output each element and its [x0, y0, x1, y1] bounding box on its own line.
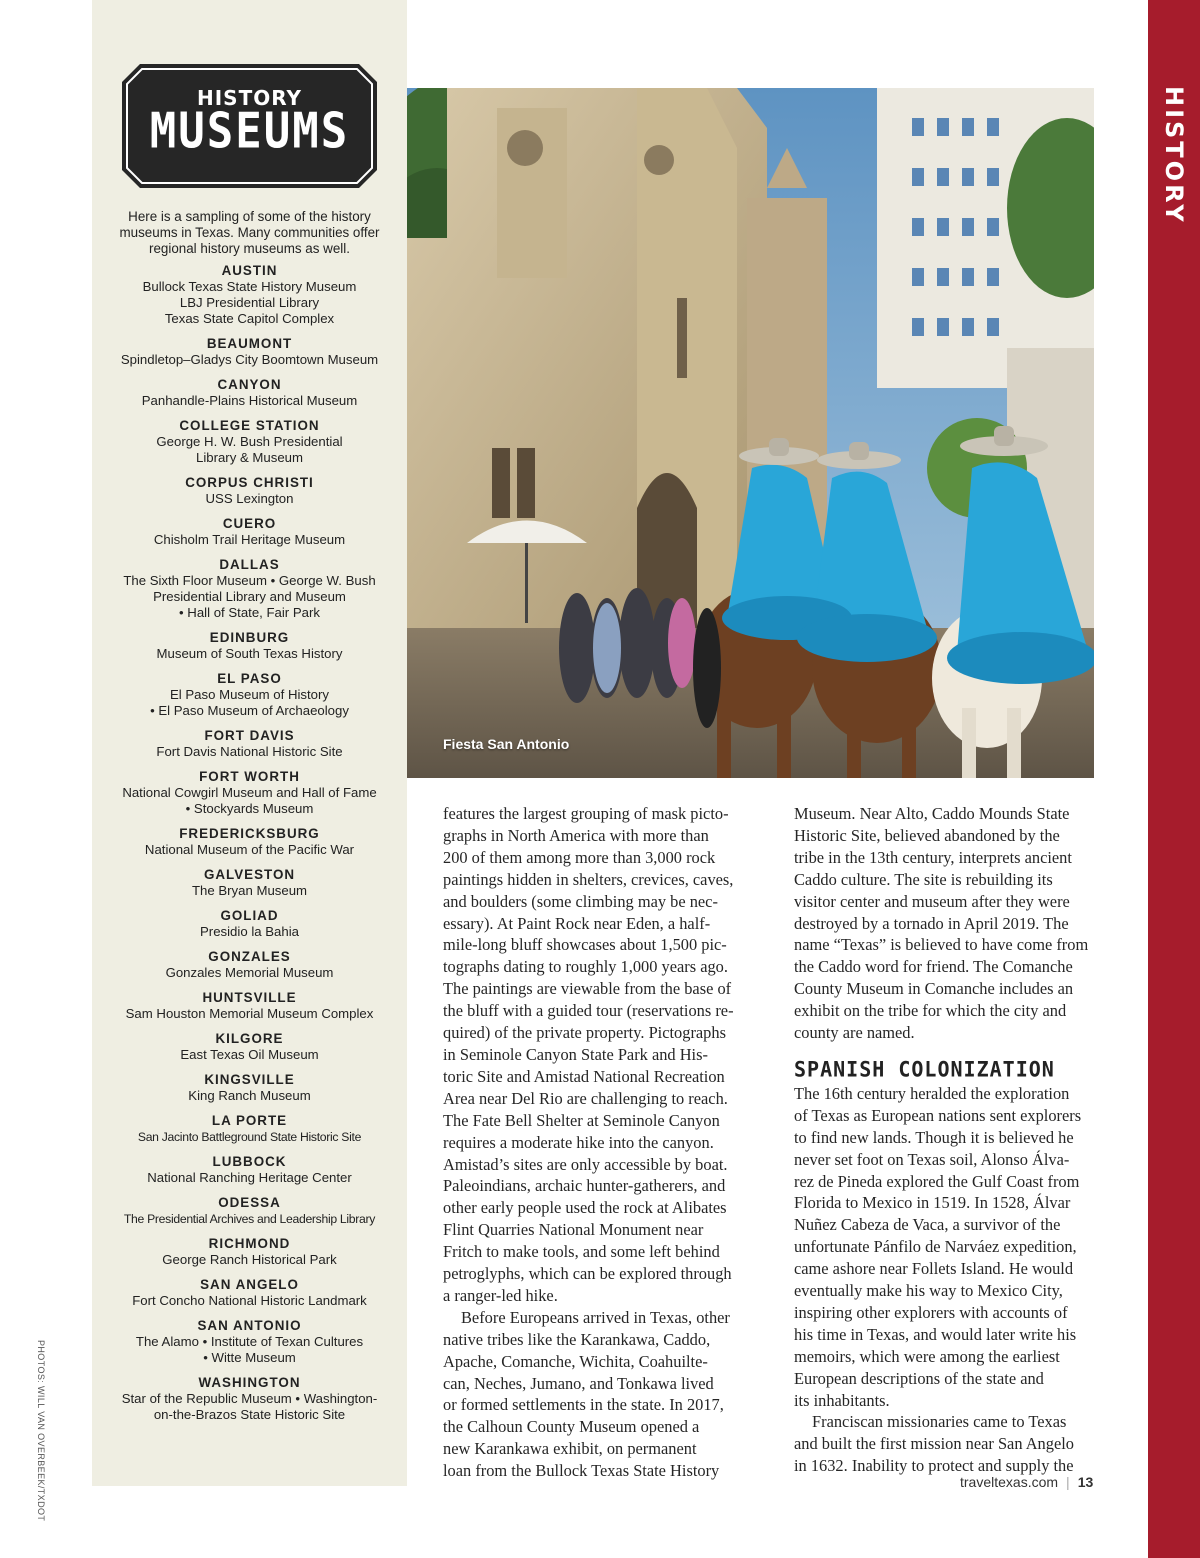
museum-name: Fort Concho National Historic Landmark — [132, 1293, 367, 1308]
city-name: KINGSVILLE — [204, 1072, 295, 1087]
text-line: essary). At Paint Rock near Eden, a half- — [443, 913, 711, 933]
text-line: and built the first mission near San Angelo — [794, 1434, 1074, 1454]
city-entry — [100, 475, 399, 507]
city-entry — [100, 1375, 399, 1423]
city-entry — [100, 769, 399, 817]
text-line: in 1632. Inability to protect and supply the — [794, 1456, 1074, 1476]
text-line: eventually make his way to Mexico City, — [794, 1281, 1063, 1301]
text-line: Fritch to make tools, and some left behind — [443, 1242, 720, 1262]
text-line: requires a moderate hike into the canyon. — [443, 1132, 714, 1152]
museum-name: George H. W. Bush Presidential — [156, 434, 343, 449]
museum-name: George Ranch Historical Park — [162, 1252, 337, 1267]
museum-name: The Presidential Archives and Leadership Library — [123, 1212, 376, 1226]
badge-title-big: MUSEUMS — [149, 102, 350, 161]
text-line: tribe in the 13th century, interprets ancient — [794, 847, 1072, 867]
text-line: the Caddo word for friend. The Comanche — [794, 957, 1073, 977]
museum-name: • El Paso Museum of Archaeology — [150, 703, 349, 718]
museum-name: National Ranching Heritage Center — [147, 1170, 352, 1185]
city-entry — [100, 630, 399, 662]
city-entry — [100, 908, 399, 940]
photo-credit: PHOTOS: WILL VAN OVERBEEK/TXDOT — [36, 1340, 46, 1522]
city-name: GALVESTON — [203, 867, 296, 882]
text-line: its inhabitants. — [794, 1390, 890, 1410]
city-name: RICHMOND — [208, 1236, 291, 1251]
footer-site: traveltexas.com — [960, 1474, 1059, 1490]
photo-caption: Fiesta San Antonio — [443, 736, 570, 752]
city-name: KILGORE — [215, 1031, 284, 1046]
museum-name: • Witte Museum — [203, 1350, 296, 1365]
text-line: Nuñez Cabeza de Vaca, a survivor of the — [794, 1215, 1061, 1235]
text-line: toric Site and Amistad National Recreation — [443, 1066, 725, 1086]
museum-name: King Ranch Museum — [188, 1088, 311, 1103]
text-line: Apache, Comanche, Wichita, Coahuilte- — [443, 1351, 708, 1371]
text-line: Caddo culture. The site is rebuilding its — [794, 869, 1053, 889]
museum-name: Library & Museum — [195, 450, 303, 465]
museum-name: Bullock Texas State History Museum — [142, 279, 357, 294]
text-line: his time in Texas, and would later write his — [794, 1324, 1077, 1344]
city-entry — [100, 336, 399, 368]
text-line: can, Neches, Jumano, and Tonkawa lived — [443, 1373, 714, 1393]
text-line: inspiring other explorers with accounts of — [794, 1302, 1068, 1322]
text-line: tographs dating to roughly 1,000 years ago. — [443, 957, 728, 977]
text-line: new Karankawa exhibit, on permanent — [443, 1439, 697, 1459]
text-line: native tribes like the Karankawa, Caddo, — [443, 1329, 711, 1349]
city-name: FORT WORTH — [199, 769, 300, 784]
city-entry — [100, 728, 399, 760]
city-name: CANYON — [217, 377, 282, 392]
city-entry — [100, 1072, 399, 1104]
fiesta-photo — [407, 88, 1094, 778]
article-column-right — [794, 803, 1114, 1477]
city-entry — [100, 377, 399, 409]
article-column-left — [443, 803, 763, 1482]
history-museums-sidebar — [92, 0, 407, 1486]
text-line: Flint Quarries National Monument near — [443, 1220, 704, 1240]
paragraph-missionaries — [794, 1411, 1114, 1477]
city-entry — [100, 516, 399, 548]
city-name: COLLEGE STATION — [179, 418, 320, 433]
city-name: CORPUS CHRISTI — [185, 475, 314, 490]
text-line: Franciscan missionaries came to Texas — [812, 1412, 1067, 1432]
city-entry — [100, 990, 399, 1022]
text-line: The Fate Bell Shelter at Seminole Canyon — [443, 1110, 720, 1130]
text-line: never set foot on Texas soil, Alonso Álva- — [794, 1149, 1070, 1169]
museum-name: National Museum of the Pacific War — [144, 842, 355, 857]
text-line: the Calhoun County Museum opened a — [443, 1417, 700, 1437]
museum-name: Gonzales Memorial Museum — [165, 965, 334, 980]
text-line: memoirs, which were among the earliest — [794, 1346, 1060, 1366]
museum-name: The Bryan Museum — [191, 883, 308, 898]
text-line: visitor center and museum after they were — [794, 891, 1070, 911]
city-name: WASHINGTON — [198, 1375, 301, 1390]
footer-separator: | — [1066, 1474, 1070, 1490]
city-entry — [100, 826, 399, 858]
text-line: the bluff with a guided tour (reservations re- — [443, 1001, 734, 1021]
text-line: Museum. Near Alto, Caddo Mounds State — [794, 804, 1070, 823]
city-name: AUSTIN — [221, 263, 278, 278]
text-line: Before Europeans arrived in Texas, other — [461, 1307, 730, 1327]
city-name: GONZALES — [208, 949, 291, 964]
city-entry — [100, 1318, 399, 1366]
city-entry — [100, 1154, 399, 1186]
text-line: unfortunate Pánfilo de Narváez expedition, — [794, 1237, 1077, 1257]
museum-name: LBJ Presidential Library — [179, 295, 320, 310]
city-name: ODESSA — [218, 1195, 281, 1210]
city-name: FORT DAVIS — [204, 728, 295, 743]
page-footer — [960, 1474, 1093, 1490]
museum-name: San Jacinto Battleground State Historic Site — [137, 1130, 362, 1144]
text-line: features the largest grouping of mask picto- — [443, 804, 729, 823]
text-line: County Museum in Comanche includes an — [794, 979, 1074, 999]
museum-name: Presidio la Bahia — [200, 924, 299, 939]
text-line: quired) of the private property. Pictographs — [443, 1023, 726, 1043]
text-line: name “Texas” is believed to have come from — [794, 935, 1089, 955]
city-entry — [100, 263, 399, 327]
museum-name: • Stockyards Museum — [185, 801, 314, 816]
text-line: petroglyphs, which can be explored through — [443, 1264, 732, 1284]
text-line: mile-long bluff showcases about 1,500 pic- — [443, 935, 727, 955]
city-entry — [100, 1031, 399, 1063]
text-line: graphs in North America with more than — [443, 825, 709, 845]
city-name: CUERO — [222, 516, 277, 531]
museum-name: Chisholm Trail Heritage Museum — [153, 532, 346, 547]
museum-name: El Paso Museum of History — [169, 687, 330, 702]
text-line: and boulders (some climbing may be nec- — [443, 891, 718, 911]
city-name: DALLAS — [219, 557, 280, 572]
text-line: Area near Del Rio are challenging to reach. — [443, 1088, 728, 1108]
city-name: EDINBURG — [209, 630, 290, 645]
text-line: to find new lands. Though it is believed he — [794, 1127, 1074, 1147]
museum-name: Texas State Capitol Complex — [164, 311, 335, 326]
text-line: European descriptions of the state and — [794, 1368, 1044, 1388]
city-entry — [100, 1195, 399, 1227]
museum-name: Sam Houston Memorial Museum Complex — [125, 1006, 374, 1021]
city-entry — [100, 949, 399, 981]
text-line: loan from the Bullock Texas State History — [443, 1461, 720, 1481]
paragraph-spanish-explorers — [794, 1083, 1114, 1412]
museum-name: The Alamo • Institute of Texan Cultures — [135, 1334, 364, 1349]
city-museum-list — [100, 263, 399, 1432]
text-line: in Seminole Canyon State Park and His- — [443, 1044, 708, 1064]
museum-name: on-the-Brazos State Historic Site — [153, 1407, 346, 1422]
section-tab-label: HISTORY — [1160, 86, 1188, 225]
page-number: 13 — [1077, 1474, 1094, 1490]
city-entry — [100, 671, 399, 719]
city-entry — [100, 1236, 399, 1268]
text-line: Paleoindians, archaic hunter-gatherers, and — [443, 1176, 726, 1196]
text-line: other early people used the rock at Alibates — [443, 1198, 727, 1218]
text-line: exhibit on the tribe for which the city and — [794, 1001, 1067, 1021]
text-line: Florida to Mexico in 1519. In 1528, Álvar — [794, 1193, 1071, 1213]
city-entry — [100, 867, 399, 899]
museum-name: National Cowgirl Museum and Hall of Fame — [122, 785, 377, 800]
city-entry — [100, 557, 399, 621]
museum-name: Museum of South Texas History — [156, 646, 343, 661]
museum-name: The Sixth Floor Museum • George W. Bush — [123, 573, 376, 588]
museum-name: • Hall of State, Fair Park — [179, 605, 320, 620]
city-name: HUNTSVILLE — [202, 990, 297, 1005]
text-line: The 16th century heralded the exploration — [794, 1083, 1070, 1103]
section-tab — [1148, 0, 1200, 1558]
text-line: Amistad’s sites are only accessible by boat. — [443, 1154, 728, 1174]
museum-name: East Texas Oil Museum — [180, 1047, 319, 1062]
paragraph-rock-art — [443, 803, 763, 1307]
paragraph-native-tribes — [443, 1307, 763, 1482]
city-name: LUBBOCK — [212, 1154, 287, 1169]
city-name: GOLIAD — [220, 908, 279, 923]
history-museums-badge — [122, 64, 377, 188]
text-line: of Texas as European nations sent explorers — [794, 1105, 1082, 1125]
text-line: Historic Site, believed abandoned by the — [794, 825, 1060, 845]
cathedral-riders-illustration — [407, 88, 1094, 778]
city-entry — [100, 1277, 399, 1309]
museum-name: Panhandle-Plains Historical Museum — [141, 393, 358, 408]
text-line: rez de Pineda explored the Gulf Coast from — [794, 1171, 1080, 1191]
text-line: The paintings are viewable from the base of — [443, 979, 732, 999]
sidebar-intro: Here is a sampling of some of the history museums in Texas. Many communities offer regional history museums as well. — [119, 209, 380, 256]
museum-name: USS Lexington — [205, 491, 294, 506]
museum-name: Star of the Republic Museum • Washington- — [121, 1391, 378, 1406]
section-heading: SPANISH COLONIZATION — [794, 1056, 1055, 1082]
text-line: or formed settlements in the state. In 2017, — [443, 1395, 724, 1415]
text-line: county are named. — [794, 1023, 915, 1043]
badge-title-small: HISTORY — [196, 86, 303, 110]
city-name: LA PORTE — [211, 1113, 288, 1128]
city-name: SAN ANGELO — [200, 1277, 299, 1292]
city-name: FREDERICKSBURG — [179, 826, 320, 841]
text-line: 200 of them among more than 3,000 rock — [443, 847, 716, 867]
city-entry — [100, 418, 399, 466]
city-name: EL PASO — [217, 671, 282, 686]
text-line: destroyed by a tornado in April 2019. The — [794, 913, 1069, 933]
paragraph-caddo — [794, 803, 1114, 1044]
museum-name: Spindletop–Gladys City Boomtown Museum — [120, 352, 379, 367]
text-line: paintings hidden in shelters, crevices, caves, — [443, 869, 734, 889]
city-name: SAN ANTONIO — [197, 1318, 302, 1333]
city-name: BEAUMONT — [206, 336, 293, 351]
museum-name: Presidential Library and Museum — [153, 589, 346, 604]
text-line: a ranger-led hike. — [443, 1285, 558, 1305]
museum-name: Fort Davis National Historic Site — [156, 744, 343, 759]
text-line: came ashore near Follets Island. He would — [794, 1259, 1074, 1279]
city-entry — [100, 1113, 399, 1145]
